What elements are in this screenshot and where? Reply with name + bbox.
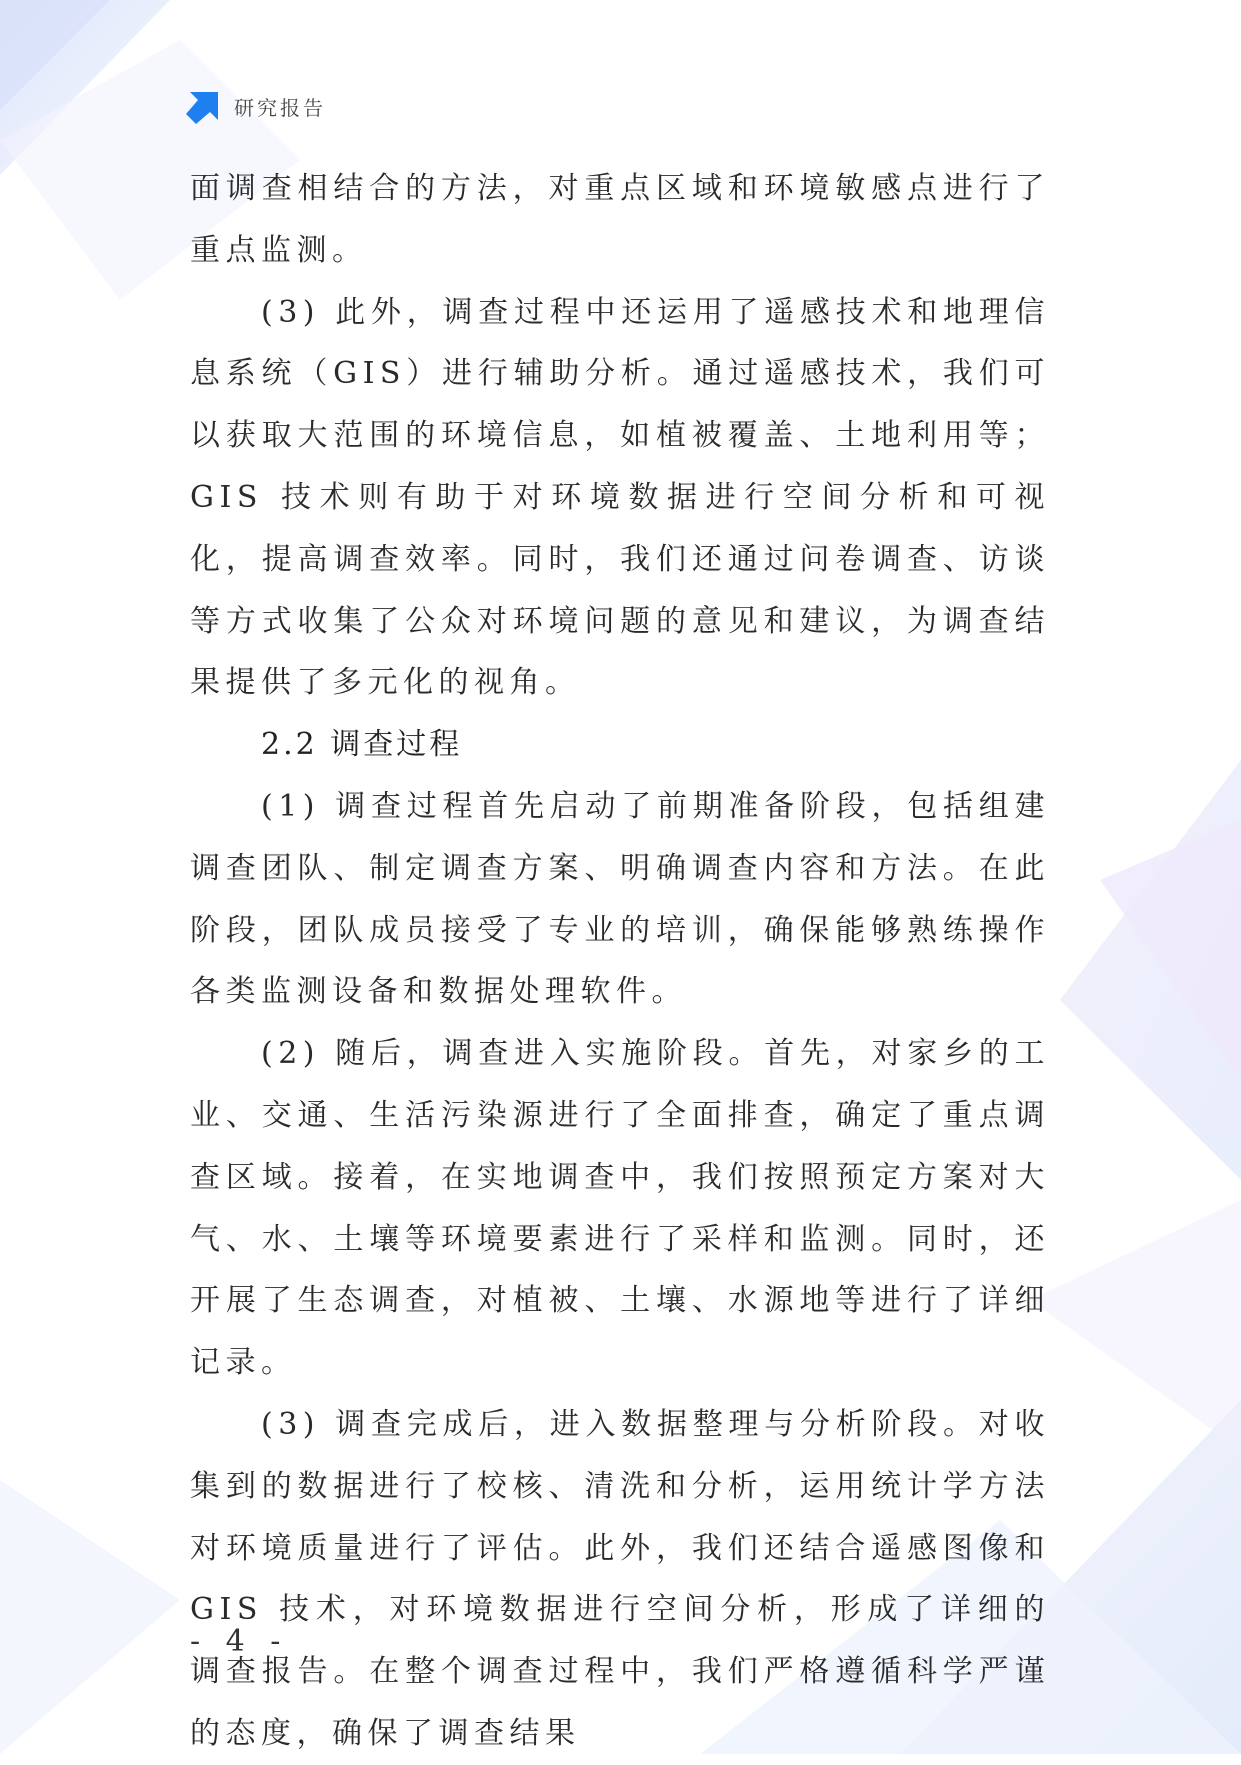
document-body: [190, 158, 1050, 1765]
header: [186, 86, 326, 126]
header-title: 研究报告: [234, 95, 326, 120]
paragraph-3b: (3) 调查完成后，进入数据整理与分析阶段。对收集到的数据进行了校核、清洗和分析，运用统计学方法对环境质量进行了评估。此外，我们还结合遥感图像和 GIS 技术，对环境数据进行空间分析，形成了详细的调查报告。在整个调查过程中，我们严格遵循科学严谨的态度，确保了调查结果: [190, 1406, 1050, 1751]
arrow-up-right-icon: [186, 88, 222, 124]
paragraph-3: (3) 此外，调查过程中还运用了遥感技术和地理信息系统（GIS）进行辅助分析。通过遥感技术，我们可以获取大范围的环境信息，如植被覆盖、土地利用等；GIS 技术则有助于对环境数据进行空间分析和可视化，提高调查效率。同时，我们还通过问卷调查、访谈等方式收集了公众对环境问题的意见和建议，为调查结果提供了多元化的视角。: [190, 294, 1050, 701]
paragraph-2: (2) 随后，调查进入实施阶段。首先，对家乡的工业、交通、生活污染源进行了全面排查，确定了重点调查区域。接着，在实地调查中，我们按照预定方案对大气、水、土壤等环境要素进行了采样和监测。同时，还开展了生态调查，对植被、土壤、水源地等进行了详细记录。: [190, 1036, 1050, 1381]
paragraph-1: (1) 调查过程首先启动了前期准备阶段，包括组建调查团队、制定调查方案、明确调查内容和方法。在此阶段，团队成员接受了专业的培训，确保能够熟练操作各类监测设备和数据处理软件。: [190, 788, 1050, 1010]
section-heading: 2.2 调查过程: [261, 727, 463, 763]
paragraph-continuation: 面调查相结合的方法，对重点区域和环境敏感点进行了重点监测。: [190, 171, 1050, 268]
page-number: - 4 -: [190, 1624, 289, 1659]
